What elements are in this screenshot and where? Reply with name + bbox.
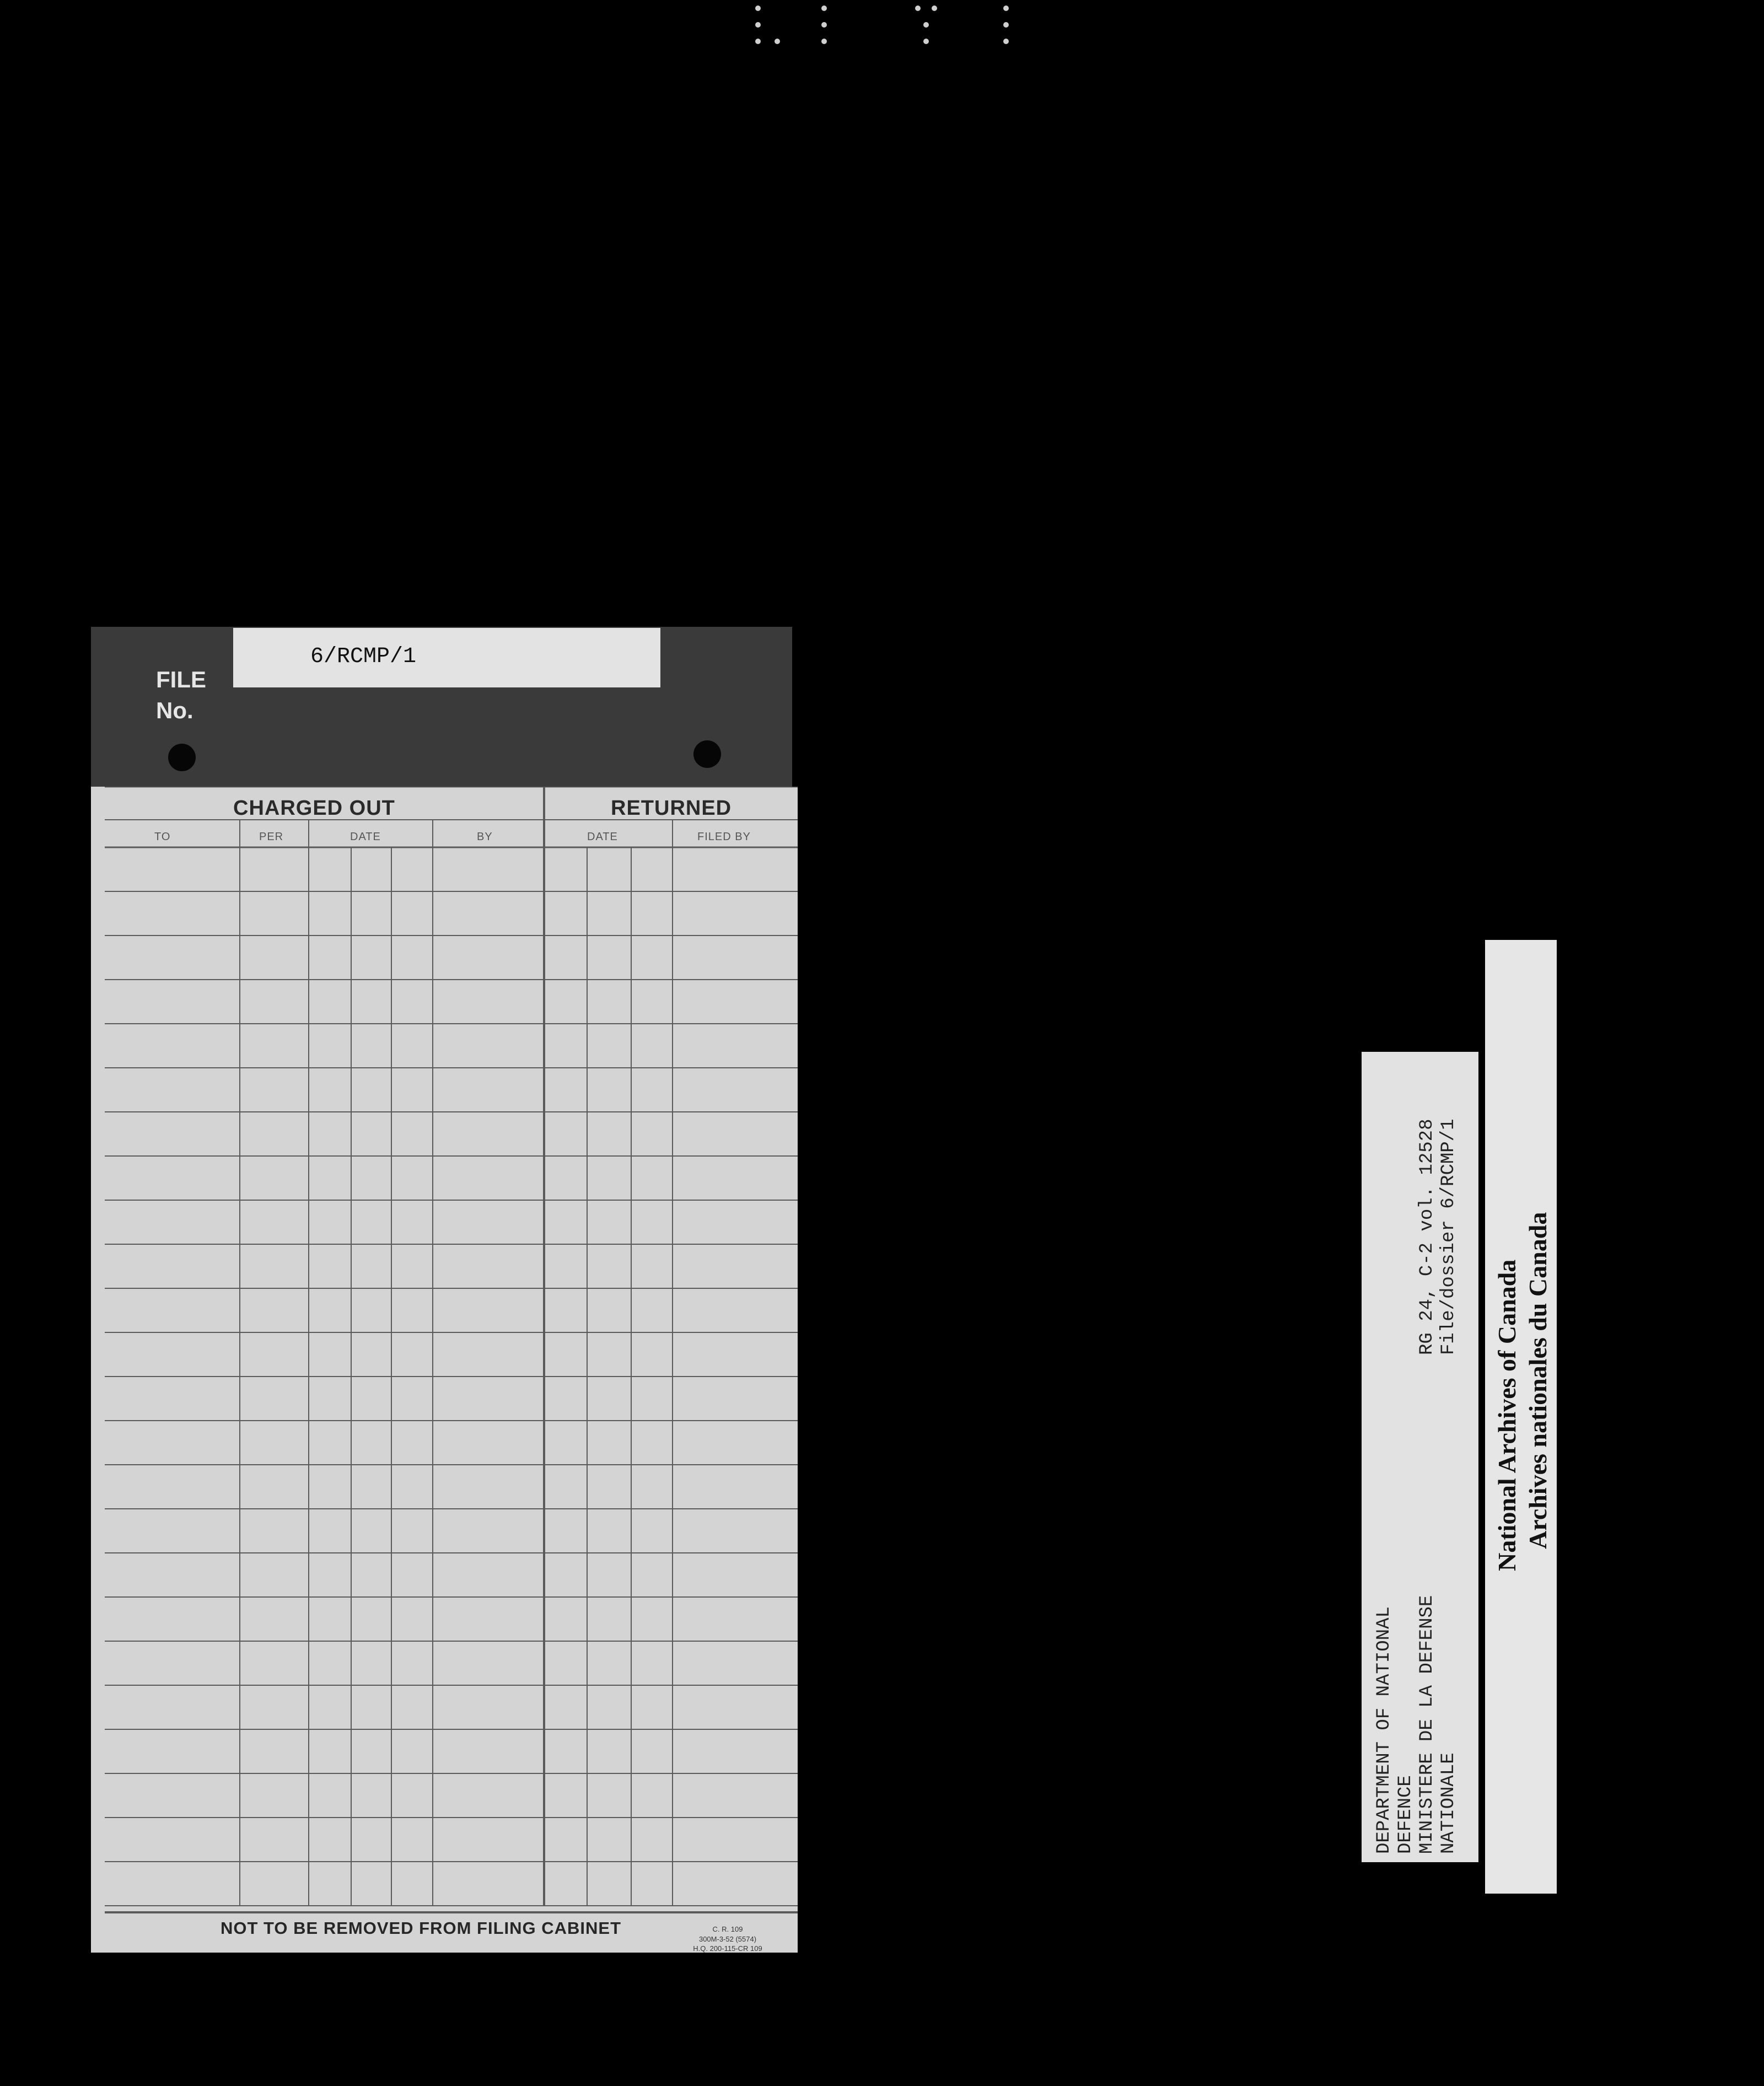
file-number: 6/RCMP/1 [310, 644, 417, 669]
frame-mark [915, 6, 921, 11]
frame-mark [923, 39, 929, 44]
department-text [1374, 1595, 1460, 1854]
punch-hole-left [168, 744, 196, 771]
column-date: DATE [350, 831, 381, 843]
department-line2: DEFENCE [1395, 1775, 1416, 1854]
print-code-line2: 300M-3-52 (5574) [698, 1935, 757, 1943]
file-label-line2: No. [156, 697, 193, 723]
archive-reference: RG 24, C-2 vol. 12528 [1417, 1119, 1438, 1355]
ledger-grid [91, 787, 798, 1953]
archive-stamp-text [1492, 1212, 1553, 1571]
frame-mark [932, 6, 937, 11]
frame-mark [821, 39, 827, 44]
frame-mark [1003, 22, 1009, 28]
file-number-box [233, 628, 660, 687]
frame-mark [755, 39, 761, 44]
column-returned-date: DATE [587, 831, 618, 843]
archive-label-strip [1362, 1052, 1478, 1862]
footer-note: NOT TO BE REMOVED FROM FILING CABINET [220, 1918, 622, 1938]
card-body [91, 787, 798, 1953]
file-label-line1: FILE [156, 666, 206, 692]
file-dossier: File/dossier 6/RCMP/1 [1438, 1119, 1459, 1355]
department-line3: MINISTERE DE LA DEFENSE [1417, 1595, 1438, 1854]
department-line4: NATIONALE [1438, 1752, 1459, 1854]
archive-stamp-line1: National Archives of Canada [1493, 1259, 1521, 1571]
charged-out-title: CHARGED OUT [233, 797, 395, 820]
file-label [156, 664, 206, 726]
archive-stamp-line2: Archives nationales du Canada [1524, 1212, 1552, 1549]
frame-mark [821, 6, 827, 11]
column-per: PER [259, 831, 284, 843]
column-by: BY [477, 831, 493, 843]
archive-reference-text [1417, 1119, 1460, 1355]
frame-mark [1003, 39, 1009, 44]
returned-title: RETURNED [611, 797, 732, 820]
punch-hole-right [693, 740, 721, 768]
file-charge-card [91, 627, 798, 1953]
print-code-line1: C. R. 109 [712, 1925, 743, 1933]
frame-mark [755, 22, 761, 28]
frame-marks [744, 0, 1086, 50]
frame-mark [755, 6, 761, 11]
archive-stamp-strip [1485, 940, 1557, 1894]
frame-mark [775, 39, 780, 44]
column-filed-by: FILED BY [697, 831, 751, 843]
card-header [91, 627, 792, 787]
frame-mark [1003, 6, 1009, 11]
frame-mark [821, 22, 827, 28]
frame-mark [923, 22, 929, 28]
print-code-line3: H.Q. 200-115-CR 109 [693, 1944, 762, 1953]
column-to: TO [154, 831, 171, 843]
department-line1: DEPARTMENT OF NATIONAL [1374, 1606, 1395, 1854]
